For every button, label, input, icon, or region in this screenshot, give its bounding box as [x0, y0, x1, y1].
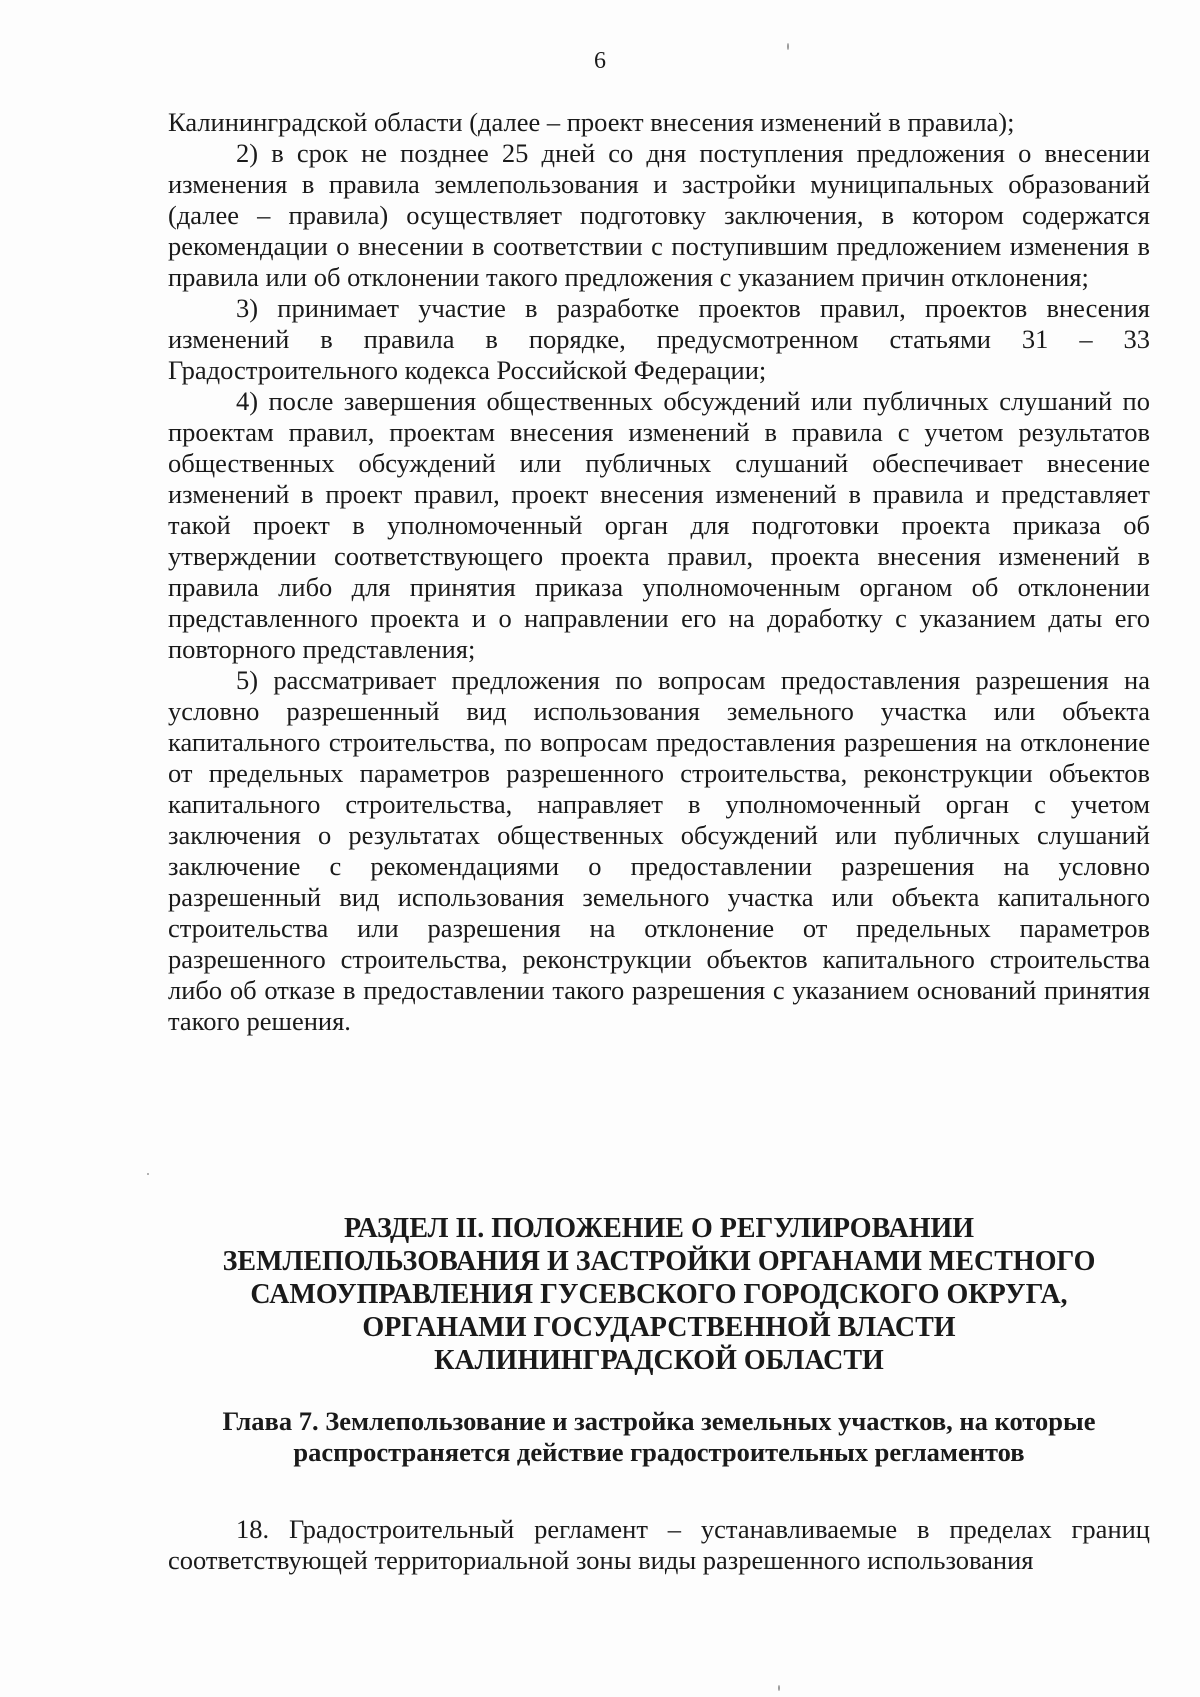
page-number: 6 [594, 48, 606, 74]
section-title-line: КАЛИНИНГРАДСКОЙ ОБЛАСТИ [434, 1345, 884, 1376]
section-title-line: ОРГАНАМИ ГОСУДАРСТВЕННОЙ ВЛАСТИ [362, 1312, 956, 1343]
chapter-title-line: Глава 7. Землепользование и застройка земельных участков, на которые [222, 1406, 1096, 1436]
paragraph-item-2: 2) в срок не позднее 25 дней со дня поступления предложения о внесении изменения в правила землепользования и застройки муниципальных образований (далее – правила) осуществляет подготовку заключения, в котором содержатся рекомендации о внесении в соответствии с поступившим предложением изменения в правила или об отклонении такого предложения с указанием причин отклонения; [168, 138, 1150, 292]
paragraph-continuation: Калининградской области (далее – проект внесения изменений в правила); [168, 107, 1015, 137]
section-title-line: ЗЕМЛЕПОЛЬЗОВАНИЯ И ЗАСТРОЙКИ ОРГАНАМИ МЕСТНОГО [222, 1246, 1096, 1277]
section-title-line: САМОУПРАВЛЕНИЯ ГУСЕВСКОГО ГОРОДСКОГО ОКРУГА, [250, 1279, 1068, 1310]
scan-speck [787, 43, 789, 50]
chapter-title-line: распространяется действие градостроительных регламентов [293, 1437, 1025, 1467]
paragraph-item-3: 3) принимает участие в разработке проектов правил, проектов внесения изменений в правила в порядке, предусмотренном статьями 31 – 33 Градостроительного кодекса Российской Федерации; [168, 293, 1150, 385]
paragraph-item-5: 5) рассматривает предложения по вопросам предоставления разрешения на условно разрешенный вид использования земельного участка или объекта капитального строительства, по вопросам предоставления разрешения на отклонение от предельных параметров разрешенного строительства, реконструкции объектов капитального строительства, направляет в уполномоченный орган с учетом заключения о результатах общественных обсуждений или публичных слушаний заключение с рекомендациями о предоставлении разрешения на условно разрешенный вид использования земельного участка или объекта капитального строительства или разрешения на отклонение от предельных параметров разрешенного строительства, реконструкции объектов капитального строительства либо об отказе в предоставлении такого разрешения с указанием оснований принятия такого решения. [168, 665, 1150, 1036]
scan-speck [147, 1173, 149, 1175]
paragraph-item-4: 4) после завершения общественных обсуждений или публичных слушаний по проектам правил, проектам внесения изменений в правила с учетом результатов общественных обсуждений или публичных слушаний обеспечивает внесение изменений в проект правил, проект внесения изменений в правила и представляет такой проект в уполномоченный орган для подготовки проекта приказа об утверждении соответствующего проекта правил, проекта внесения изменений в правила либо для принятия приказа уполномоченным органом об отклонении представленного проекта и о направлении его на доработку с указанием даты его повторного представления; [168, 386, 1150, 664]
paragraph-item-18: 18. Градостроительный регламент – устанавливаемые в пределах границ соответствующей территориальной зоны виды разрешенного использования [168, 1514, 1150, 1575]
body-text [168, 107, 1150, 1037]
section-title [168, 1212, 1150, 1377]
section-title-line: РАЗДЕЛ II. ПОЛОЖЕНИЕ О РЕГУЛИРОВАНИИ [343, 1213, 975, 1244]
chapter-title [168, 1406, 1150, 1468]
scan-speck [778, 1685, 780, 1691]
